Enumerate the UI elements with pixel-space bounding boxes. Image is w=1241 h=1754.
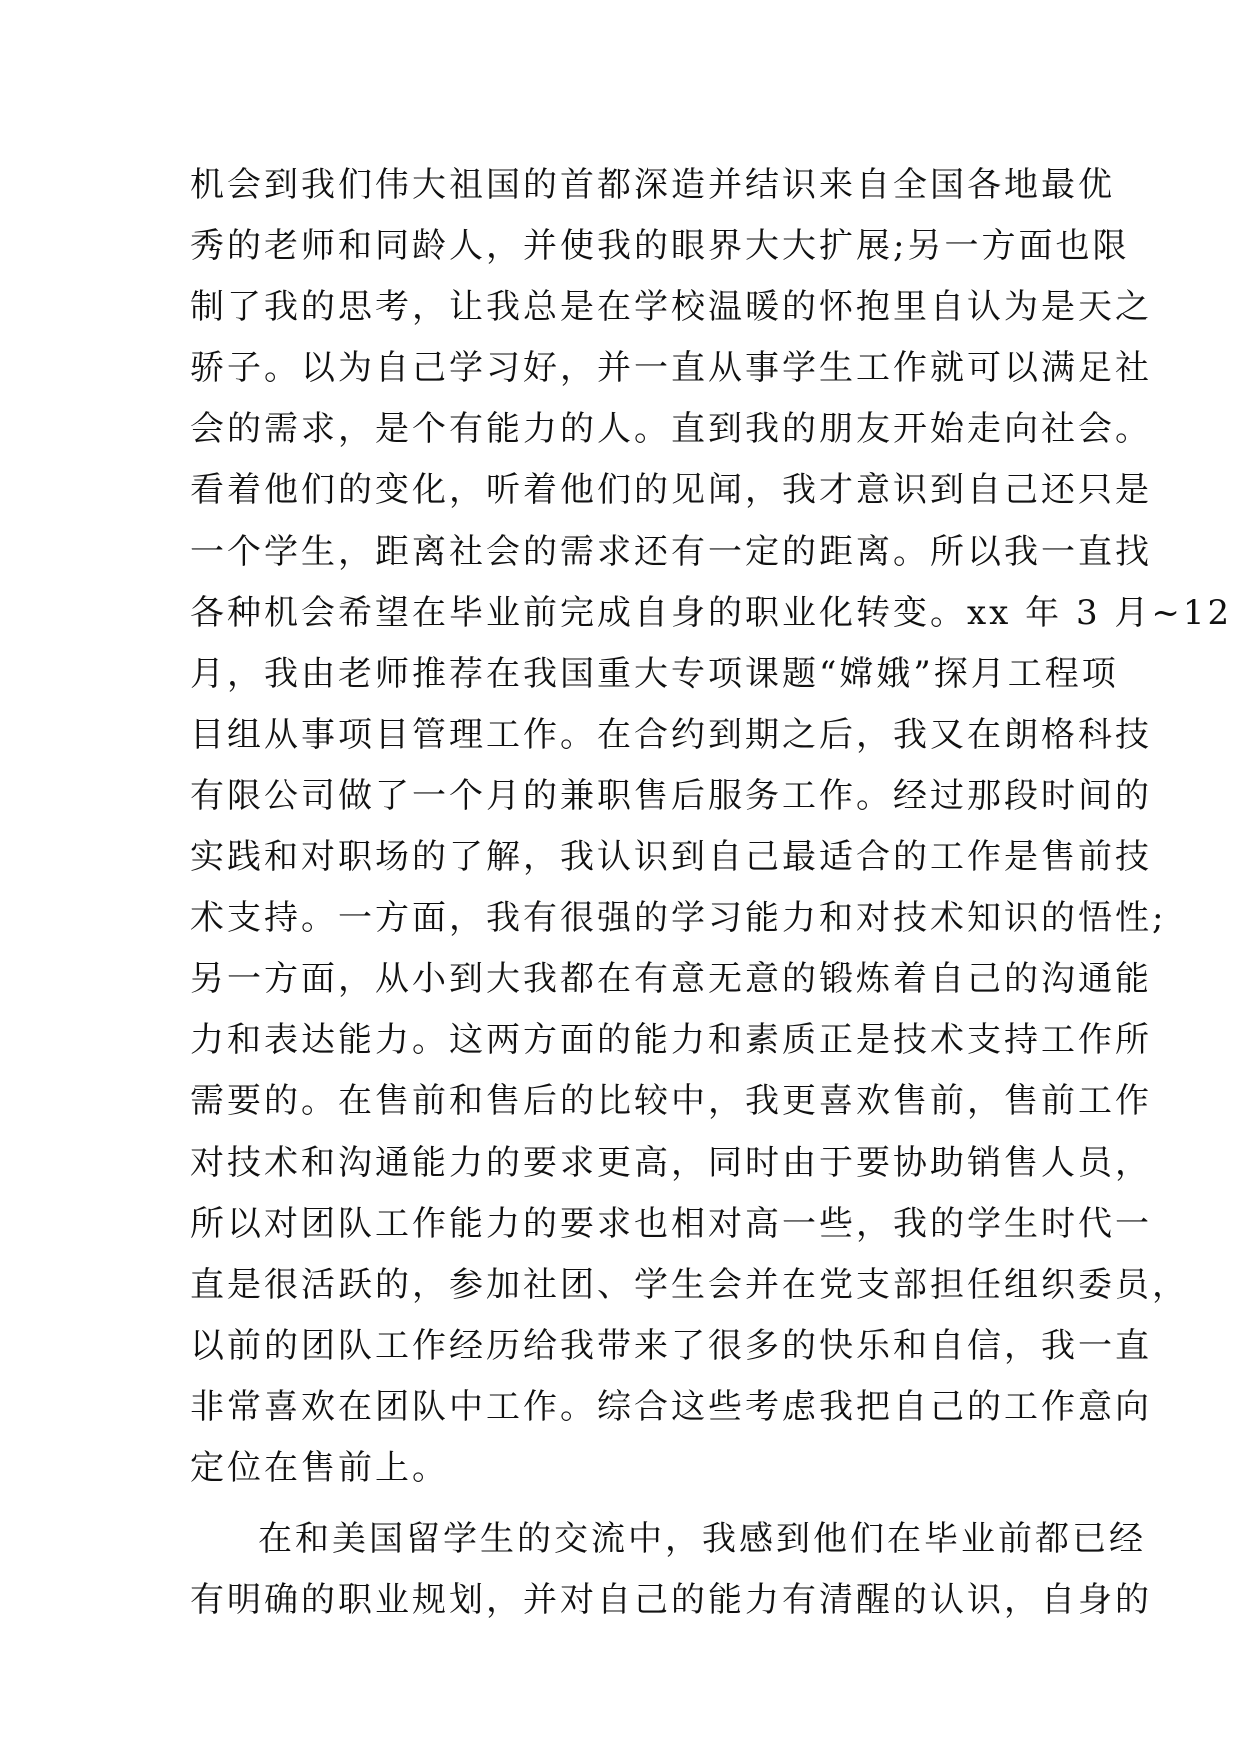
text-line: 有限公司做了一个月的兼职售后服务工作。经过那段时间的 [190,775,1152,816]
text-line: 力和表达能力。这两方面的能力和素质正是技术支持工作所 [190,1020,1152,1061]
text-line: 实践和对职场的了解，我认识到自己最适合的工作是售前技 [190,837,1152,878]
text-line: 目组从事项目管理工作。在合约到期之后，我又在朗格科技 [190,714,1152,755]
text-line: 直是很活跃的，参加社团、学生会并在党支部担任组织委员， [190,1264,1189,1305]
text-line: 非常喜欢在团队中工作。综合这些考虑我把自己的工作意向 [190,1386,1152,1427]
text-line: 会的需求，是个有能力的人。直到我的朋友开始走向社会。 [190,409,1152,450]
text-line: 术支持。一方面，我有很强的学习能力和对技术知识的悟性; [190,898,1167,939]
text-line: 定位在售前上。 [190,1447,449,1488]
text-line: 机会到我们伟大祖国的首都深造并结识来自全国各地最优 [190,165,1115,205]
text-line: 有明确的职业规划，并对自己的能力有清醒的认识，自身的 [190,1580,1152,1621]
paragraph-gap [190,1499,1070,1509]
text-line: 以前的团队工作经历给我带来了很多的快乐和自信，我一直 [190,1325,1152,1366]
text-line: 对技术和沟通能力的要求更高，同时由于要协助销售人员， [190,1142,1152,1183]
text-line: 需要的。在售前和售后的比较中，我更喜欢售前，售前工作 [190,1081,1152,1122]
text-line: 骄子。以为自己学习好，并一直从事学生工作就可以满足社 [190,348,1152,389]
text-line-indented: 在和美国留学生的交流中，我感到他们在毕业前都已经 [258,1519,1146,1560]
text-line: 一个学生，距离社会的需求还有一定的距离。所以我一直找 [190,531,1152,572]
text-line: 秀的老师和同龄人，并使我的眼界大大扩展;另一方面也限 [190,226,1130,267]
text-line: 制了我的思考，让我总是在学校温暖的怀抱里自认为是天之 [190,287,1152,328]
body-text [190,155,1233,1631]
text-line: 另一方面，从小到大我都在有意无意的锻炼着自己的沟通能 [190,959,1152,1000]
text-line: 各种机会希望在毕业前完成自身的职业化转变。xx 年 3 月~12 [190,592,1233,633]
text-line: 月，我由老师推荐在我国重大专项课题“嫦娥”探月工程项 [190,653,1119,694]
text-line: 看着他们的变化，听着他们的见闻，我才意识到自己还只是 [190,470,1152,511]
text-line: 所以对团队工作能力的要求也相对高一些，我的学生时代一 [190,1203,1152,1244]
